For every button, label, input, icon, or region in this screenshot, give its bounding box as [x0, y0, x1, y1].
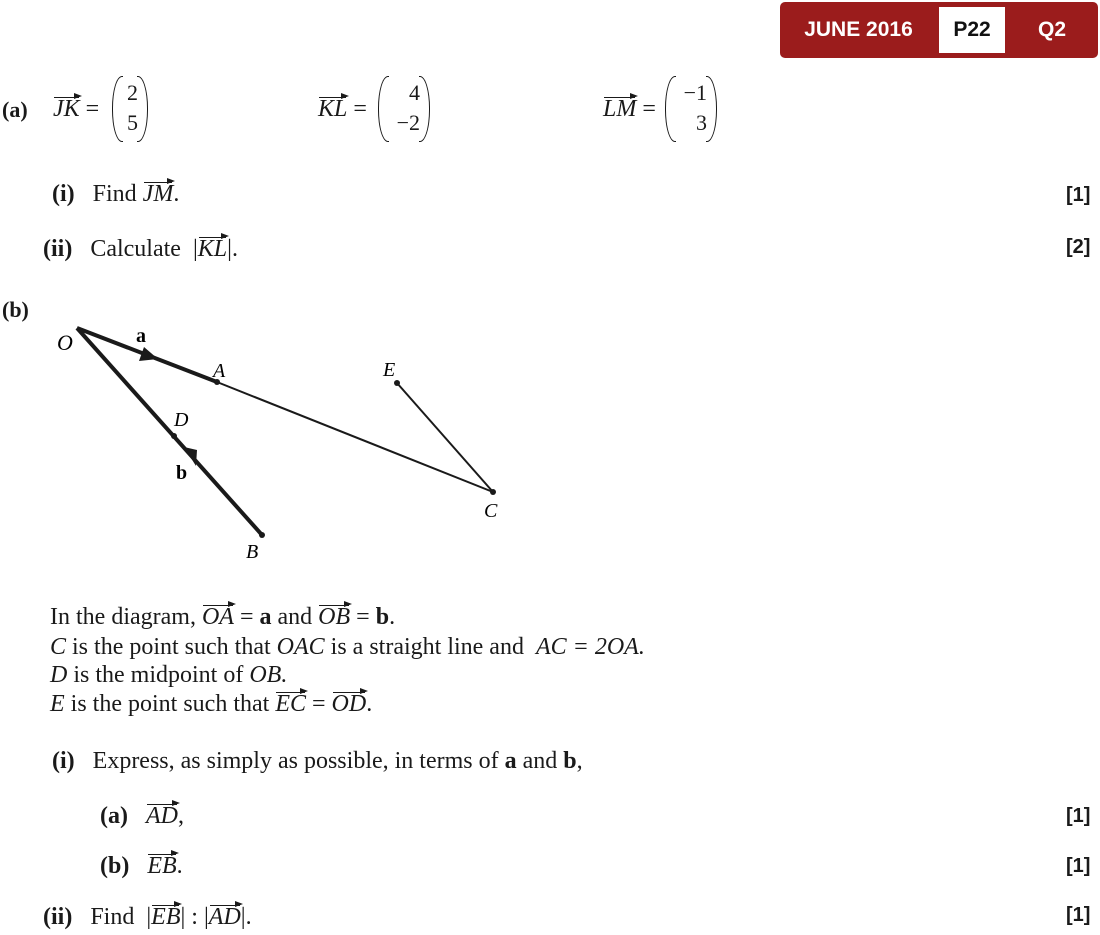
- session-label: JUNE 2016: [804, 18, 913, 41]
- label-a: A: [213, 360, 226, 382]
- point-c-dot: [490, 489, 496, 495]
- label-d: D: [174, 409, 189, 431]
- vector-kl-components: 4 −2: [378, 76, 430, 142]
- stem-line-3: D is the midpoint of OB.: [50, 662, 288, 688]
- marks-b-i-a: [1]: [1066, 805, 1091, 827]
- marks-a-i: [1]: [1066, 184, 1091, 206]
- stem-line-1: In the diagram, OA = a and OB = b.: [50, 604, 396, 630]
- marks-a-ii: [2]: [1066, 236, 1091, 258]
- question-b-i: (i) Express, as simply as possible, in terms of a and b,: [52, 748, 583, 774]
- stem-line-2: C is the point such that OAC is a straight line and AC = 2OA.: [50, 634, 645, 660]
- part-b-label: (b): [2, 297, 29, 322]
- question-a-ii: (ii) Calculate |KL|.: [43, 236, 238, 262]
- question-a-i: (i) Find JM.: [52, 181, 180, 207]
- paper-label: P22: [939, 7, 1005, 53]
- label-o: O: [57, 330, 73, 355]
- point-b-dot: [259, 532, 265, 538]
- vector-diagram: [40, 320, 520, 570]
- vector-kl-label: KL =: [318, 96, 367, 122]
- arrow-a-icon: [139, 347, 158, 361]
- header-badge: [780, 2, 1098, 58]
- label-b-vector: b: [176, 462, 188, 484]
- vector-lm-components: −1 3: [665, 76, 717, 142]
- line-ec: [397, 383, 493, 492]
- vector-jk-label: JK =: [53, 96, 100, 122]
- label-e: E: [383, 359, 396, 381]
- stem-line-4: E is the point such that EC = OD.: [50, 691, 373, 717]
- label-a-vector: a: [136, 325, 146, 347]
- point-d-dot: [171, 433, 177, 439]
- marks-b-i-b: [1]: [1066, 855, 1091, 877]
- line-ac: [217, 382, 493, 492]
- line-ob: [77, 328, 262, 535]
- vector-jk-components: 2 5: [112, 76, 148, 142]
- question-b-i-a: (a) AD,: [100, 803, 184, 829]
- question-label: Q2: [1037, 18, 1066, 41]
- label-c: C: [484, 500, 498, 522]
- part-a-label: (a): [2, 97, 28, 122]
- question-b-i-b: (b) EB.: [100, 853, 183, 879]
- question-b-ii: (ii) Find |EB| : |AD|.: [43, 904, 252, 930]
- marks-b-ii: [1]: [1066, 904, 1091, 926]
- label-b: B: [246, 541, 259, 563]
- vector-lm-label: LM =: [603, 96, 656, 122]
